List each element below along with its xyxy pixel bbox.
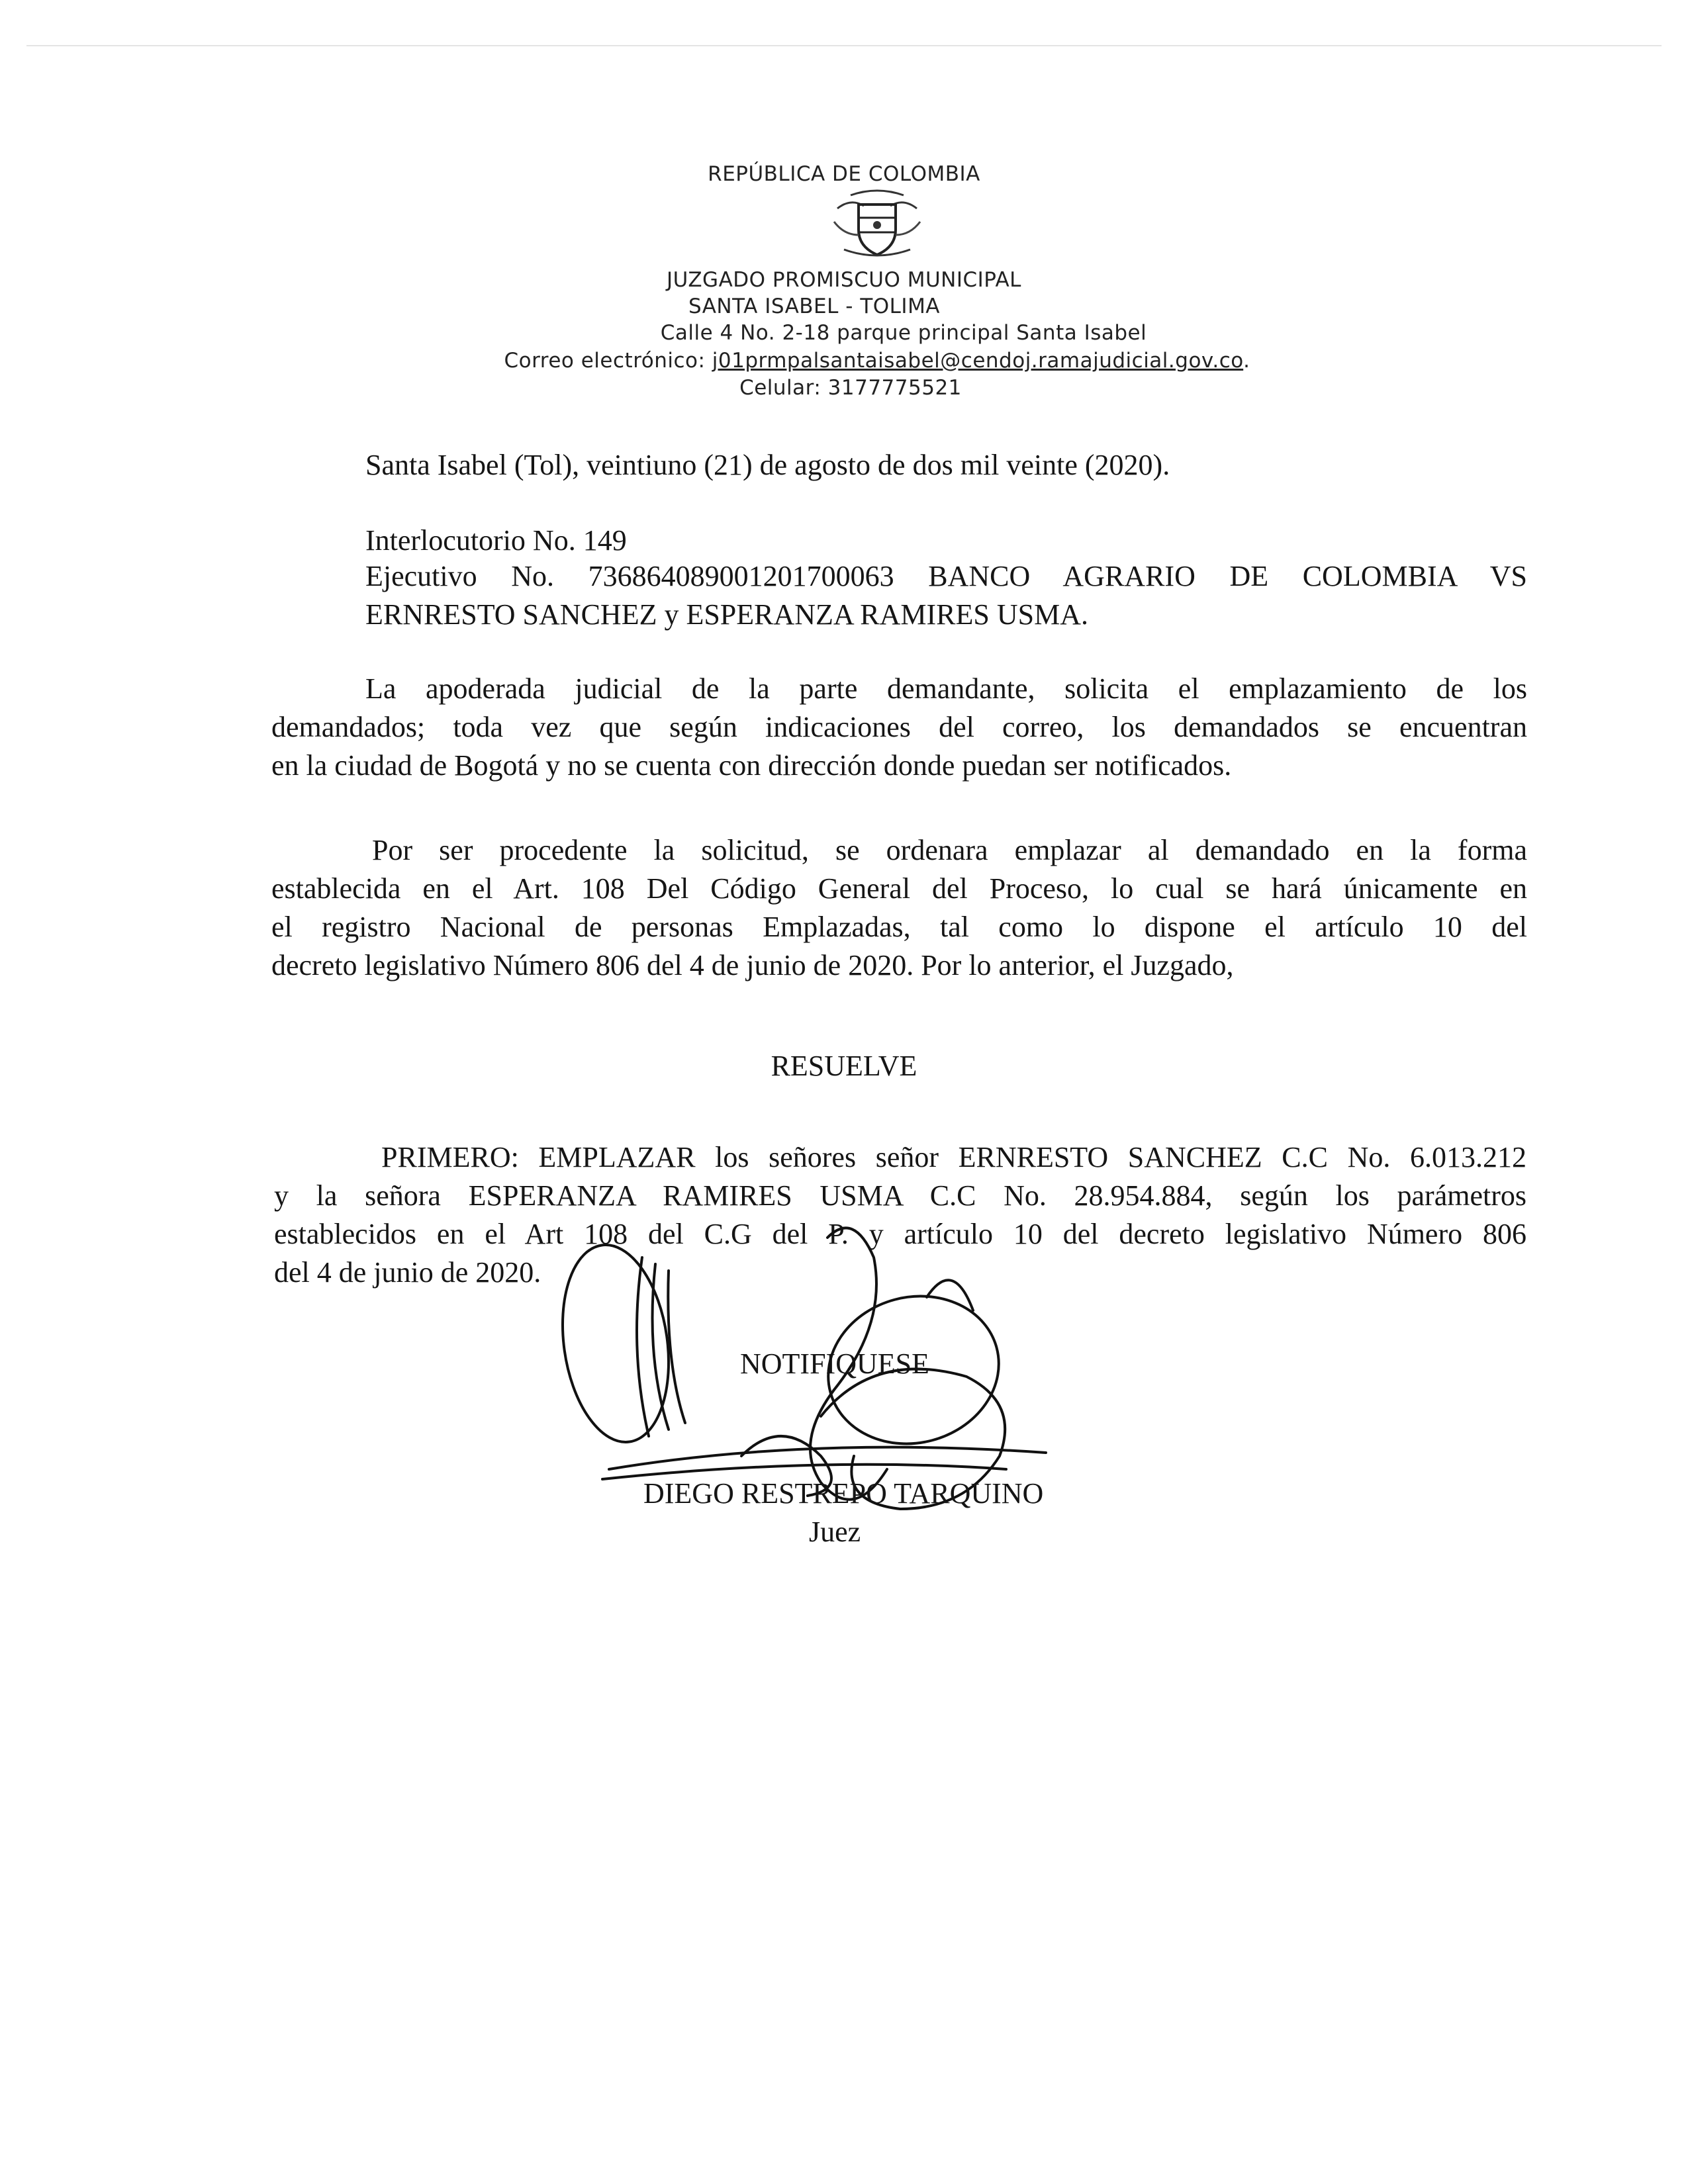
case-reference-line2: ERNRESTO SANCHEZ y ESPERANZA RAMIRES USMA. xyxy=(365,598,1089,631)
court-location: SANTA ISABEL - TOLIMA xyxy=(688,295,941,318)
date-line: Santa Isabel (Tol), veintiuno (21) de agosto de dos mil veinte (2020). xyxy=(365,449,1170,481)
para1-line3: en la ciudad de Bogotá y no se cuenta con dirección donde puedan ser notificados. xyxy=(271,749,1232,782)
coat-of-arms-icon xyxy=(824,189,930,261)
court-address: Calle 4 No. 2-18 parque principal Santa Isabel xyxy=(660,321,1147,345)
para1-line1: La apoderada judicial de la parte demandante, solicita el emplazamiento de los xyxy=(365,672,1527,705)
notifiquese: NOTIFIQUESE xyxy=(740,1347,929,1380)
court-email-line xyxy=(33,349,1688,373)
para2-line2: establecida en el Art. 108 Del Código General del Proceso, lo cual se hará únicamente en xyxy=(271,872,1527,905)
judge-title: Juez xyxy=(809,1516,861,1548)
para1-line2: demandados; toda vez que según indicaciones del correo, los demandados se encuentran xyxy=(271,711,1527,743)
court-phone: Celular: 3177775521 xyxy=(739,376,962,400)
email-link[interactable]: j01prmpalsantaisabel@cendoj.ramajudicial.gov.co xyxy=(712,349,1244,373)
para2-line4: decreto legislativo Número 806 del 4 de junio de 2020. Por lo anterior, el Juzgado, xyxy=(271,949,1234,981)
court-name: JUZGADO PROMISCUO MUNICIPAL xyxy=(667,268,1021,292)
resuelve-heading: RESUELVE xyxy=(771,1050,917,1082)
primero-line1: PRIMERO: EMPLAZAR los señores señor ERNRESTO SANCHEZ C.C No. 6.013.212 xyxy=(381,1141,1526,1173)
primero-line4: del 4 de junio de 2020. xyxy=(274,1256,541,1289)
para2-line3: el registro Nacional de personas Emplazadas, tal como lo dispone el artículo 10 del xyxy=(271,911,1527,943)
email-period: . xyxy=(1243,349,1250,373)
interlocutorio-number: Interlocutorio No. 149 xyxy=(365,524,627,557)
judge-name: DIEGO RESTREPO TARQUINO xyxy=(643,1477,1044,1510)
country-heading: REPÚBLICA DE COLOMBIA xyxy=(708,162,980,186)
case-reference-line1: Ejecutivo No. 73686408900120170006​3 BANCO AGRARIO DE COLOMBIA VS xyxy=(365,560,1527,592)
primero-line2: y la señora ESPERANZA RAMIRES USMA C.C No. 28.954.884, según los parámetros xyxy=(274,1179,1526,1212)
email-label: Correo electrónico: xyxy=(504,349,712,373)
scan-edge xyxy=(26,45,1662,46)
para2-line1: Por ser procedente la solicitud, se ordenara emplazar al demandado en la forma xyxy=(372,834,1527,866)
primero-line3: establecidos en el Art 108 del C.G del P. y artículo 10 del decreto legislativo Número 806 xyxy=(274,1218,1526,1250)
